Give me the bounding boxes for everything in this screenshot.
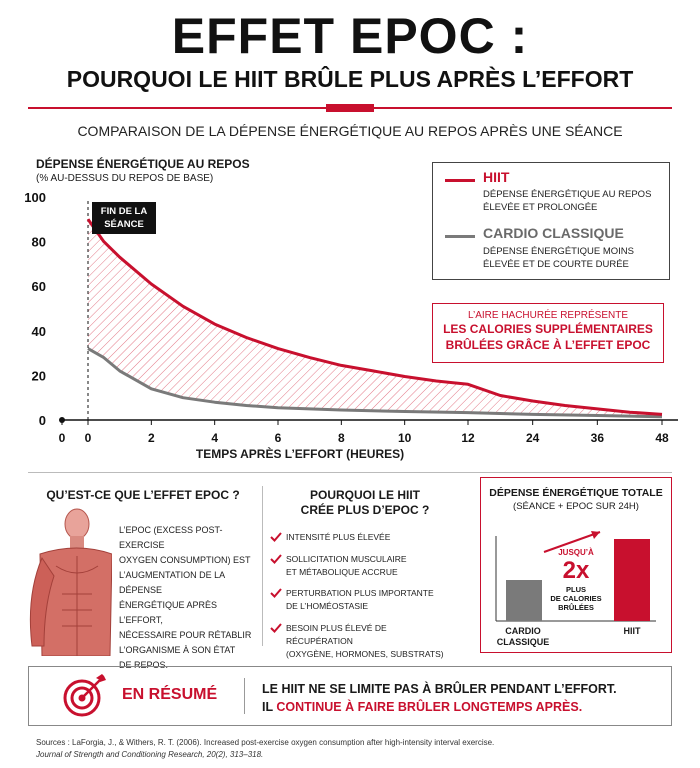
- x-tick-label: 6: [274, 431, 282, 445]
- reason-item: [286, 622, 446, 661]
- page-subtitle: POURQUOI LE HIIT BRÛLE PLUS APRÈS L’EFFORT: [66, 66, 634, 92]
- y-tick-label: 100: [24, 190, 46, 205]
- multiplier-prefix: JUSQU’À: [558, 548, 594, 557]
- reason-line: DE L’HOMÉOSTASIE: [286, 601, 369, 611]
- legend-hiit-swatch: [445, 179, 475, 182]
- summary-line-2-prefix: IL: [262, 700, 277, 714]
- x-tick-label: 0: [58, 431, 66, 445]
- check-icon: [270, 531, 282, 543]
- reason-line: (OXYGÈNE, HORMONES, SUBSTRATS): [286, 649, 444, 659]
- epoc-line: ÉNERGÉTIQUE APRÈS L’EFFORT,: [119, 600, 218, 625]
- x-tick-label: 0: [84, 431, 92, 445]
- multiplier-text: [540, 585, 612, 612]
- reason-item: [286, 553, 446, 579]
- end-of-session-label: FIN DE LA SÉANCE: [100, 206, 148, 230]
- x-tick-label: 8: [337, 431, 345, 445]
- y-axis-title: DÉPENSE ÉNERGÉTIQUE AU REPOS: [36, 157, 250, 171]
- x-tick-label: 24: [525, 431, 540, 445]
- reason-line: INTENSITÉ PLUS ÉLEVÉE: [286, 532, 391, 542]
- check-icon: [270, 587, 282, 599]
- epoc-definition: [119, 523, 259, 673]
- chart-legend: [432, 162, 670, 280]
- bar-label-line: CLASSIQUE: [496, 637, 550, 647]
- why-title-line-2: CRÉE PLUS D’EPOC ?: [300, 503, 430, 517]
- legend-hiit-name: HIIT: [483, 169, 510, 185]
- note-line-1: L’AIRE HACHURÉE REPRÉSENTE: [467, 310, 629, 321]
- reason-line: PERTURBATION PLUS IMPORTANTE: [286, 588, 434, 598]
- summary-line-1: LE HIIT NE SE LIMITE PAS À BRÛLER PENDANT L’EFFORT.: [262, 682, 617, 696]
- hatched-area-note: [432, 303, 664, 363]
- multiplier-text-line: DE CALORIES: [550, 594, 602, 603]
- anatomy-figure-icon: [22, 506, 112, 656]
- epoc-line: L’ORGANISME À SON ÉTAT: [119, 645, 236, 655]
- bar-label-cardio: [494, 626, 552, 648]
- comparison-heading: COMPARAISON DE LA DÉPENSE ÉNERGÉTIQUE AU REPOS APRÈS UNE SÉANCE: [77, 123, 623, 139]
- bar-label-line: HIIT: [623, 626, 641, 636]
- epoc-line: OXYGEN CONSUMPTION) EST: [119, 555, 251, 565]
- reason-item: [286, 587, 446, 613]
- page-title: EFFET EPOC :: [171, 8, 529, 64]
- y-tick-label: 0: [38, 413, 46, 428]
- summary-title: EN RÉSUMÉ: [122, 686, 218, 703]
- source-line-1: Sources : LaForgia, J., & Withers, R. T. (2006). Increased post-exercise oxygen consumption after high-intensity interval exercise.: [36, 738, 495, 747]
- note-line-3: BRÛLÉES GRÂCE À L’EFFET EPOC: [445, 338, 651, 352]
- why-title: [262, 488, 468, 518]
- reason-line: SOLLICITATION MUSCULAIRE: [286, 554, 407, 564]
- target-icon: [62, 674, 106, 718]
- reason-line: BESOIN PLUS ÉLEVÉ DE RÉCUPÉRATION: [286, 623, 387, 646]
- epoc-line: L’EPOC (EXCESS POST-EXERCISE: [119, 525, 223, 550]
- bar-label-hiit: [606, 626, 658, 637]
- why-title-line-1: POURQUOI LE HIIT: [309, 488, 420, 502]
- x-tick-label: 12: [461, 431, 475, 445]
- epoc-line: DE REPOS.: [119, 660, 169, 670]
- section-divider: [28, 472, 672, 473]
- x-axis-title: TEMPS APRÈS L’EFFORT (HEURES): [195, 447, 405, 461]
- epoc-title: QU’EST-CE QUE L’EFFET EPOC ?: [46, 488, 240, 502]
- reason-line: ET MÉTABOLIQUE ACCRUE: [286, 567, 398, 577]
- x-tick-label: 36: [590, 431, 605, 445]
- legend-hiit-description: DÉPENSE ÉNERGÉTIQUE AU REPOS ÉLEVÉE ET PROLONGÉE: [483, 189, 652, 213]
- x-tick-label: 4: [211, 431, 219, 445]
- x-tick-label: 10: [397, 431, 412, 445]
- summary-highlight: CONTINUE À FAIRE BRÛLER LONGTEMPS APRÈS.: [276, 700, 583, 714]
- multiplier-value: 2x: [562, 557, 590, 584]
- x-tick-label: 48: [655, 431, 669, 445]
- y-tick-label: 20: [31, 368, 46, 384]
- total-bar: [506, 580, 542, 621]
- total-bar: [614, 539, 650, 621]
- epoc-line: NÉCESSAIRE POUR RÉTABLIR: [119, 630, 252, 640]
- summary-line-2: [262, 700, 582, 714]
- note-line-2: LES CALORIES SUPPLÉMENTAIRES: [443, 322, 653, 336]
- total-subtitle: (SÉANCE + EPOC SUR 24H): [513, 501, 639, 512]
- x-tick-label: 2: [147, 431, 155, 445]
- y-tick-label: 40: [31, 323, 46, 339]
- multiplier-text-line: BRÛLÉES: [558, 603, 594, 612]
- multiplier-text-line: PLUS: [565, 585, 586, 594]
- legend-cardio-name: CARDIO CLASSIQUE: [483, 225, 624, 241]
- epoc-line: L’AUGMENTATION DE LA DÉPENSE: [119, 570, 225, 595]
- summary-divider: [244, 678, 245, 714]
- reason-item: [286, 531, 446, 544]
- legend-cardio-description: DÉPENSE ÉNERGÉTIQUE MOINS ÉLEVÉE ET DE COURTE DURÉE: [483, 246, 634, 270]
- source-line-2: [36, 750, 263, 759]
- y-tick-label: 80: [31, 234, 46, 250]
- y-tick-label: 60: [31, 279, 46, 295]
- check-icon: [270, 553, 282, 565]
- source-journal: Journal of Strength and Conditioning Research, 20(2), 313–318.: [36, 750, 264, 759]
- check-icon: [270, 622, 282, 634]
- total-title: DÉPENSE ÉNERGÉTIQUE TOTALE: [489, 487, 663, 499]
- y-axis-subtitle: (% AU-DESSUS DU REPOS DE BASE): [36, 173, 214, 184]
- bar-label-line: CARDIO: [505, 626, 541, 636]
- legend-cardio-swatch: [445, 235, 475, 238]
- end-of-session-badge: [92, 202, 156, 234]
